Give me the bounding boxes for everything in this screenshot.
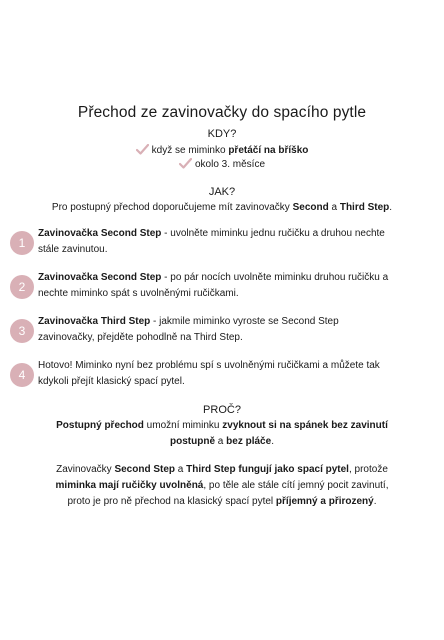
step-3 [10,314,440,354]
step-number-badge: 4 [10,363,34,387]
step-number-badge: 3 [10,319,34,343]
section-heading-jak: JAK? [208,186,236,198]
checkmark-icon [136,144,149,155]
step-1 [10,226,440,266]
kdy-item-2: okolo 3. měsíce [0,158,444,170]
section-heading-proc: PROČ? [203,404,241,416]
section-heading-kdy: KDY? [207,128,237,140]
checkmark-icon [179,158,192,169]
proc-p2-line-1: Zavinovačky Second Step a Third Step fungují jako spací pytel, protože [56,464,388,475]
jak-intro: Pro postupný přechod doporučujeme mít zavinovačky Second a Third Step. [51,202,393,213]
step-text: Hotovo! Miminko nyní bez problému spí s uvolněnými ručičkami a můžete tak kdykoli přejít klasický spací pytel. [38,360,380,387]
proc-p2-line-2: miminka mají ručičky uvolněná, po těle ale stále cítí jemný pocit zavinutí, [55,480,389,491]
step-text: Zavinovačka Second Step - uvolněte miminku jednu ručičku a druhou nechte stále zavinutou. [38,228,385,255]
kdy-item-1: když se miminko přetáčí na bříško [0,144,444,156]
proc-p1-line-2: postupně a bez pláče. [170,436,274,447]
step-2 [10,270,440,310]
proc-p1-line-1: Postupný přechod umožní miminku zvyknout si na spánek bez zavinutí [56,420,388,431]
page-title: Přechod ze zavinovačky do spacího pytle [77,104,367,121]
step-text: Zavinovačka Second Step - po pár nocích uvolněte miminku druhou ručičku a nechte miminko spát s uvolněnými ručičkami. [38,272,389,299]
step-number-badge: 1 [10,231,34,255]
step-number-badge: 2 [10,275,34,299]
proc-p2-line-3: proto je pro ně přechod na klasický spací pytel příjemný a přirozený. [67,496,377,507]
step-text: Zavinovačka Third Step - jakmile miminko vyroste se Second Step zavinovačky, přejděte pohodlně na Third Step. [38,316,339,343]
step-4 [10,358,440,398]
